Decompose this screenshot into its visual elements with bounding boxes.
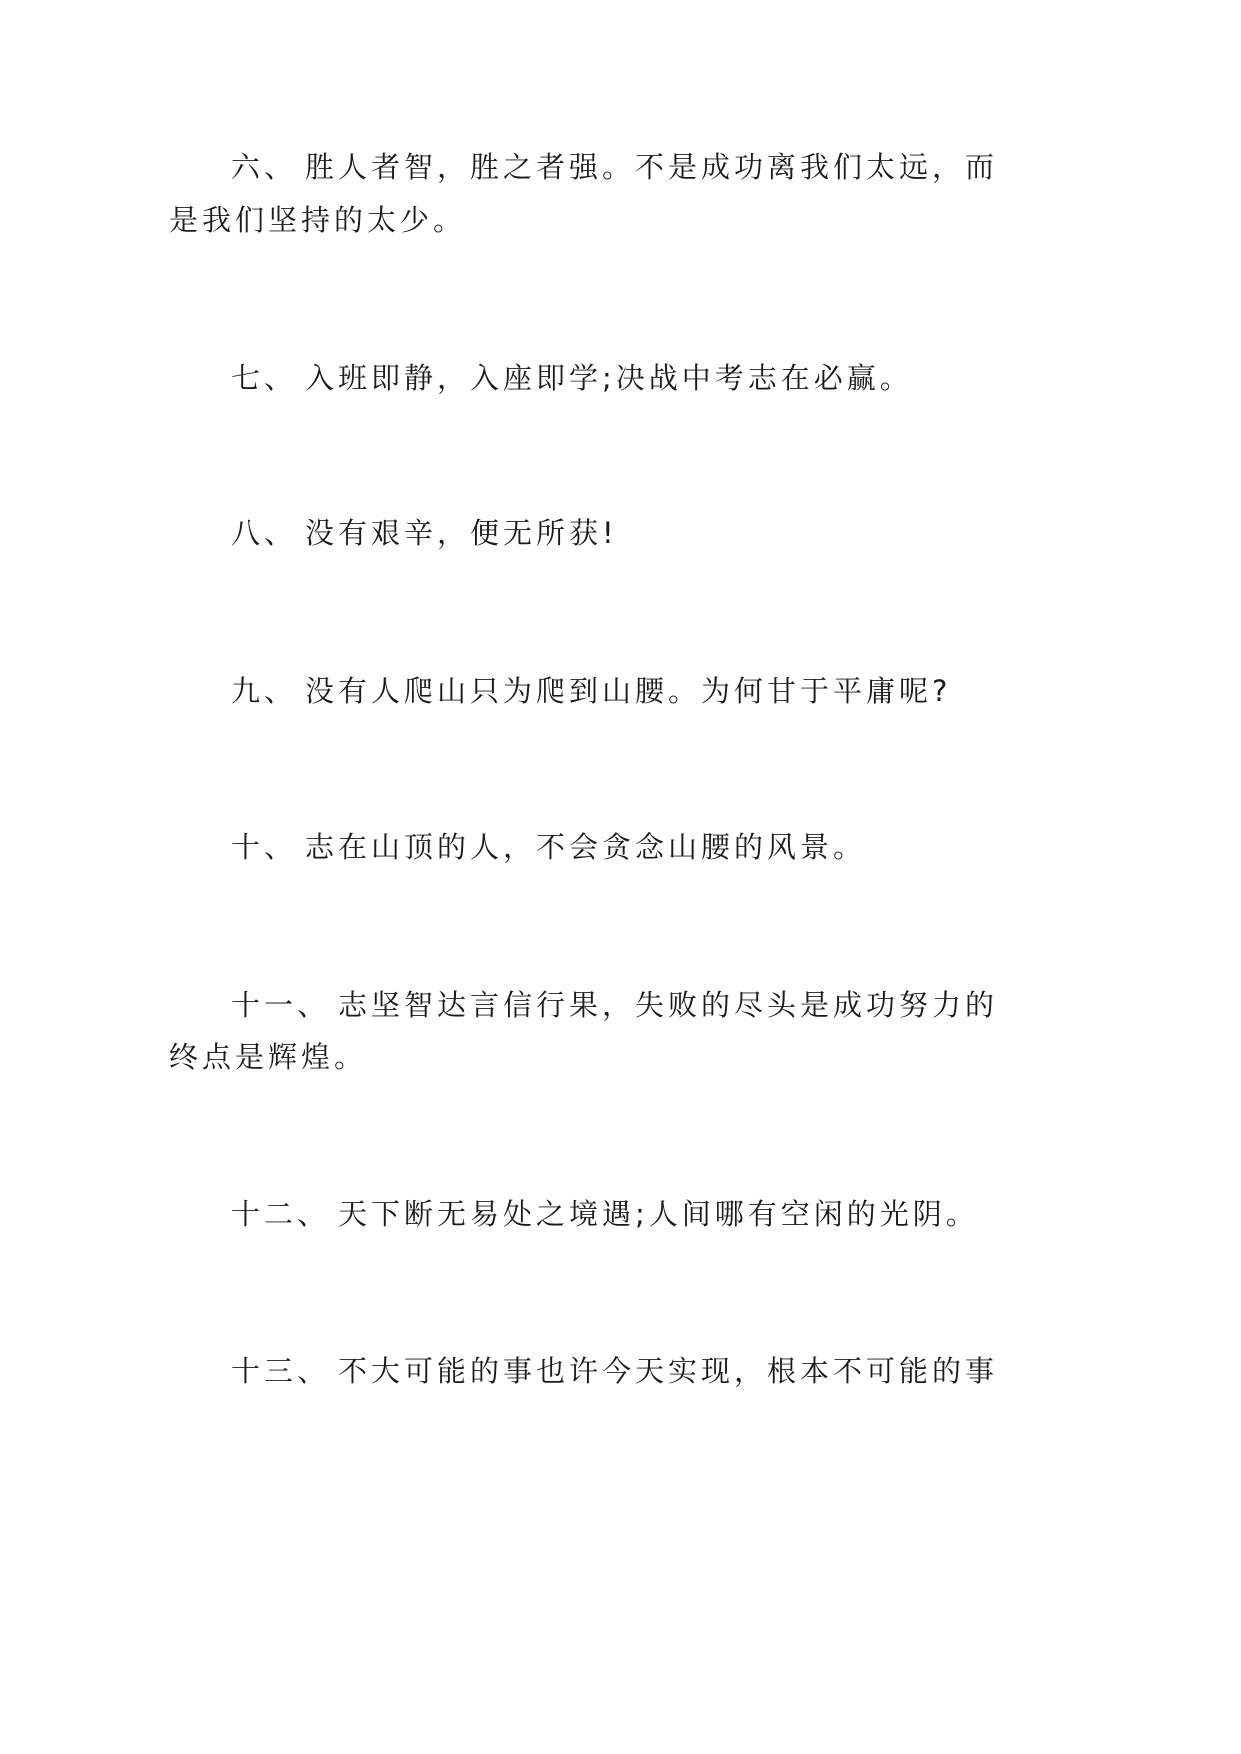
item-text: 不大可能的事也许今天实现，根本不可能的事: [338, 1354, 999, 1388]
item-number: 九、: [231, 674, 298, 708]
list-item-10: [231, 825, 961, 869]
item-number: 十、: [231, 830, 298, 864]
item-text-continuation: 终点是辉煌。: [169, 1040, 368, 1074]
item-number: 八、: [231, 516, 298, 550]
list-item-6-line-1: [231, 145, 999, 189]
item-text: 入班即静，入座即学;决战中考志在必赢。: [305, 361, 913, 395]
item-text: 没有艰辛，便无所获!: [305, 516, 618, 550]
item-number: 十三、: [231, 1354, 331, 1388]
list-item-6-line-2: [169, 198, 961, 242]
list-item-13: [231, 1349, 999, 1393]
list-item-11-line-2: [169, 1035, 961, 1079]
item-text: 胜人者智，胜之者强。不是成功离我们太远，而: [305, 150, 999, 184]
item-text: 志在山顶的人，不会贪念山腰的风景。: [305, 830, 867, 864]
item-text: 没有人爬山只为爬到山腰。为何甘于平庸呢?: [305, 674, 952, 708]
list-item-12: [231, 1192, 979, 1236]
item-text: 志坚智达言信行果，失败的尽头是成功努力的: [338, 988, 999, 1022]
item-number: 七、: [231, 361, 298, 395]
item-number: 十一、: [231, 988, 331, 1022]
item-text: 天下断无易处之境遇;人间哪有空闲的光阴。: [338, 1197, 979, 1231]
list-item-7: [231, 356, 961, 400]
item-text-continuation: 是我们坚持的太少。: [169, 203, 467, 237]
list-item-8: [231, 511, 961, 555]
list-item-11-line-1: [231, 983, 999, 1027]
list-item-9: [231, 669, 961, 713]
item-number: 十二、: [231, 1197, 331, 1231]
item-number: 六、: [231, 150, 298, 184]
